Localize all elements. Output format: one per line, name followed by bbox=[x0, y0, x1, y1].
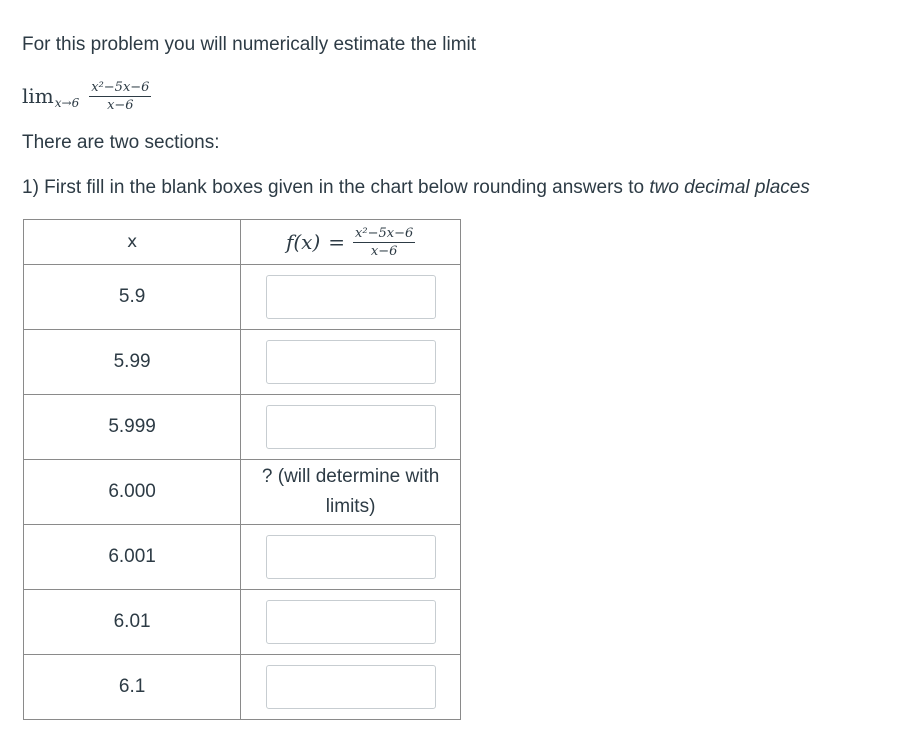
f-header-formula bbox=[286, 226, 415, 259]
answer-cell bbox=[241, 525, 461, 590]
lim-subscript: x→6 bbox=[54, 96, 80, 110]
x-value-cell: 6.000 bbox=[24, 460, 241, 525]
limit-denominator: x−6 bbox=[107, 97, 134, 113]
answer-input-5.99[interactable] bbox=[266, 340, 436, 384]
table-row bbox=[24, 590, 461, 655]
table-row bbox=[24, 395, 461, 460]
x-value-cell: 6.01 bbox=[24, 590, 241, 655]
intro-text: For this problem you will numerically estimate the limit bbox=[22, 34, 477, 55]
limit-fraction bbox=[89, 80, 151, 113]
x-value-cell: 6.001 bbox=[24, 525, 241, 590]
table-row bbox=[24, 460, 461, 525]
f-column-header bbox=[241, 220, 461, 265]
x-value-cell: 5.99 bbox=[24, 330, 241, 395]
x-value-cell: 5.9 bbox=[24, 265, 241, 330]
note-line-2: limits) bbox=[325, 496, 376, 517]
table-row bbox=[24, 265, 461, 330]
x-header-label: x bbox=[127, 232, 138, 252]
answer-input-6.1[interactable] bbox=[266, 665, 436, 709]
f-header-fraction bbox=[353, 226, 415, 259]
note-cell bbox=[241, 460, 461, 525]
limit-expression bbox=[22, 78, 151, 114]
x-value-cell: 5.999 bbox=[24, 395, 241, 460]
x-value-cell: 6.1 bbox=[24, 655, 241, 720]
limit-table bbox=[23, 219, 461, 720]
lim-word: lim bbox=[22, 84, 54, 108]
answer-input-6.01[interactable] bbox=[266, 600, 436, 644]
answer-input-6.001[interactable] bbox=[266, 535, 436, 579]
determine-with-limits-note bbox=[262, 462, 439, 522]
answer-input-5.9[interactable] bbox=[266, 275, 436, 319]
answer-cell bbox=[241, 330, 461, 395]
f-header-denominator: x−6 bbox=[370, 243, 398, 259]
instruction-emphasis: two decimal places bbox=[649, 177, 810, 198]
answer-input-5.999[interactable] bbox=[266, 405, 436, 449]
table-row bbox=[24, 655, 461, 720]
instruction-main: 1) First fill in the blank boxes given in the chart below rounding answers to bbox=[22, 177, 650, 198]
f-header-numerator: x²−5x−6 bbox=[355, 225, 414, 241]
table-row bbox=[24, 330, 461, 395]
instruction-text bbox=[22, 175, 810, 201]
answer-cell bbox=[241, 590, 461, 655]
x-column-header bbox=[24, 220, 241, 265]
answer-cell bbox=[241, 655, 461, 720]
table-row bbox=[24, 525, 461, 590]
note-line-1: ? (will determine with bbox=[261, 466, 440, 487]
answer-cell bbox=[241, 265, 461, 330]
limit-numerator: x²−5x−6 bbox=[91, 79, 150, 95]
f-header-lhs: f(x) bbox=[285, 230, 321, 254]
sections-text: There are two sections: bbox=[22, 132, 220, 153]
f-header-equals: = bbox=[328, 230, 346, 254]
answer-cell bbox=[241, 395, 461, 460]
table-header-row bbox=[24, 220, 461, 265]
